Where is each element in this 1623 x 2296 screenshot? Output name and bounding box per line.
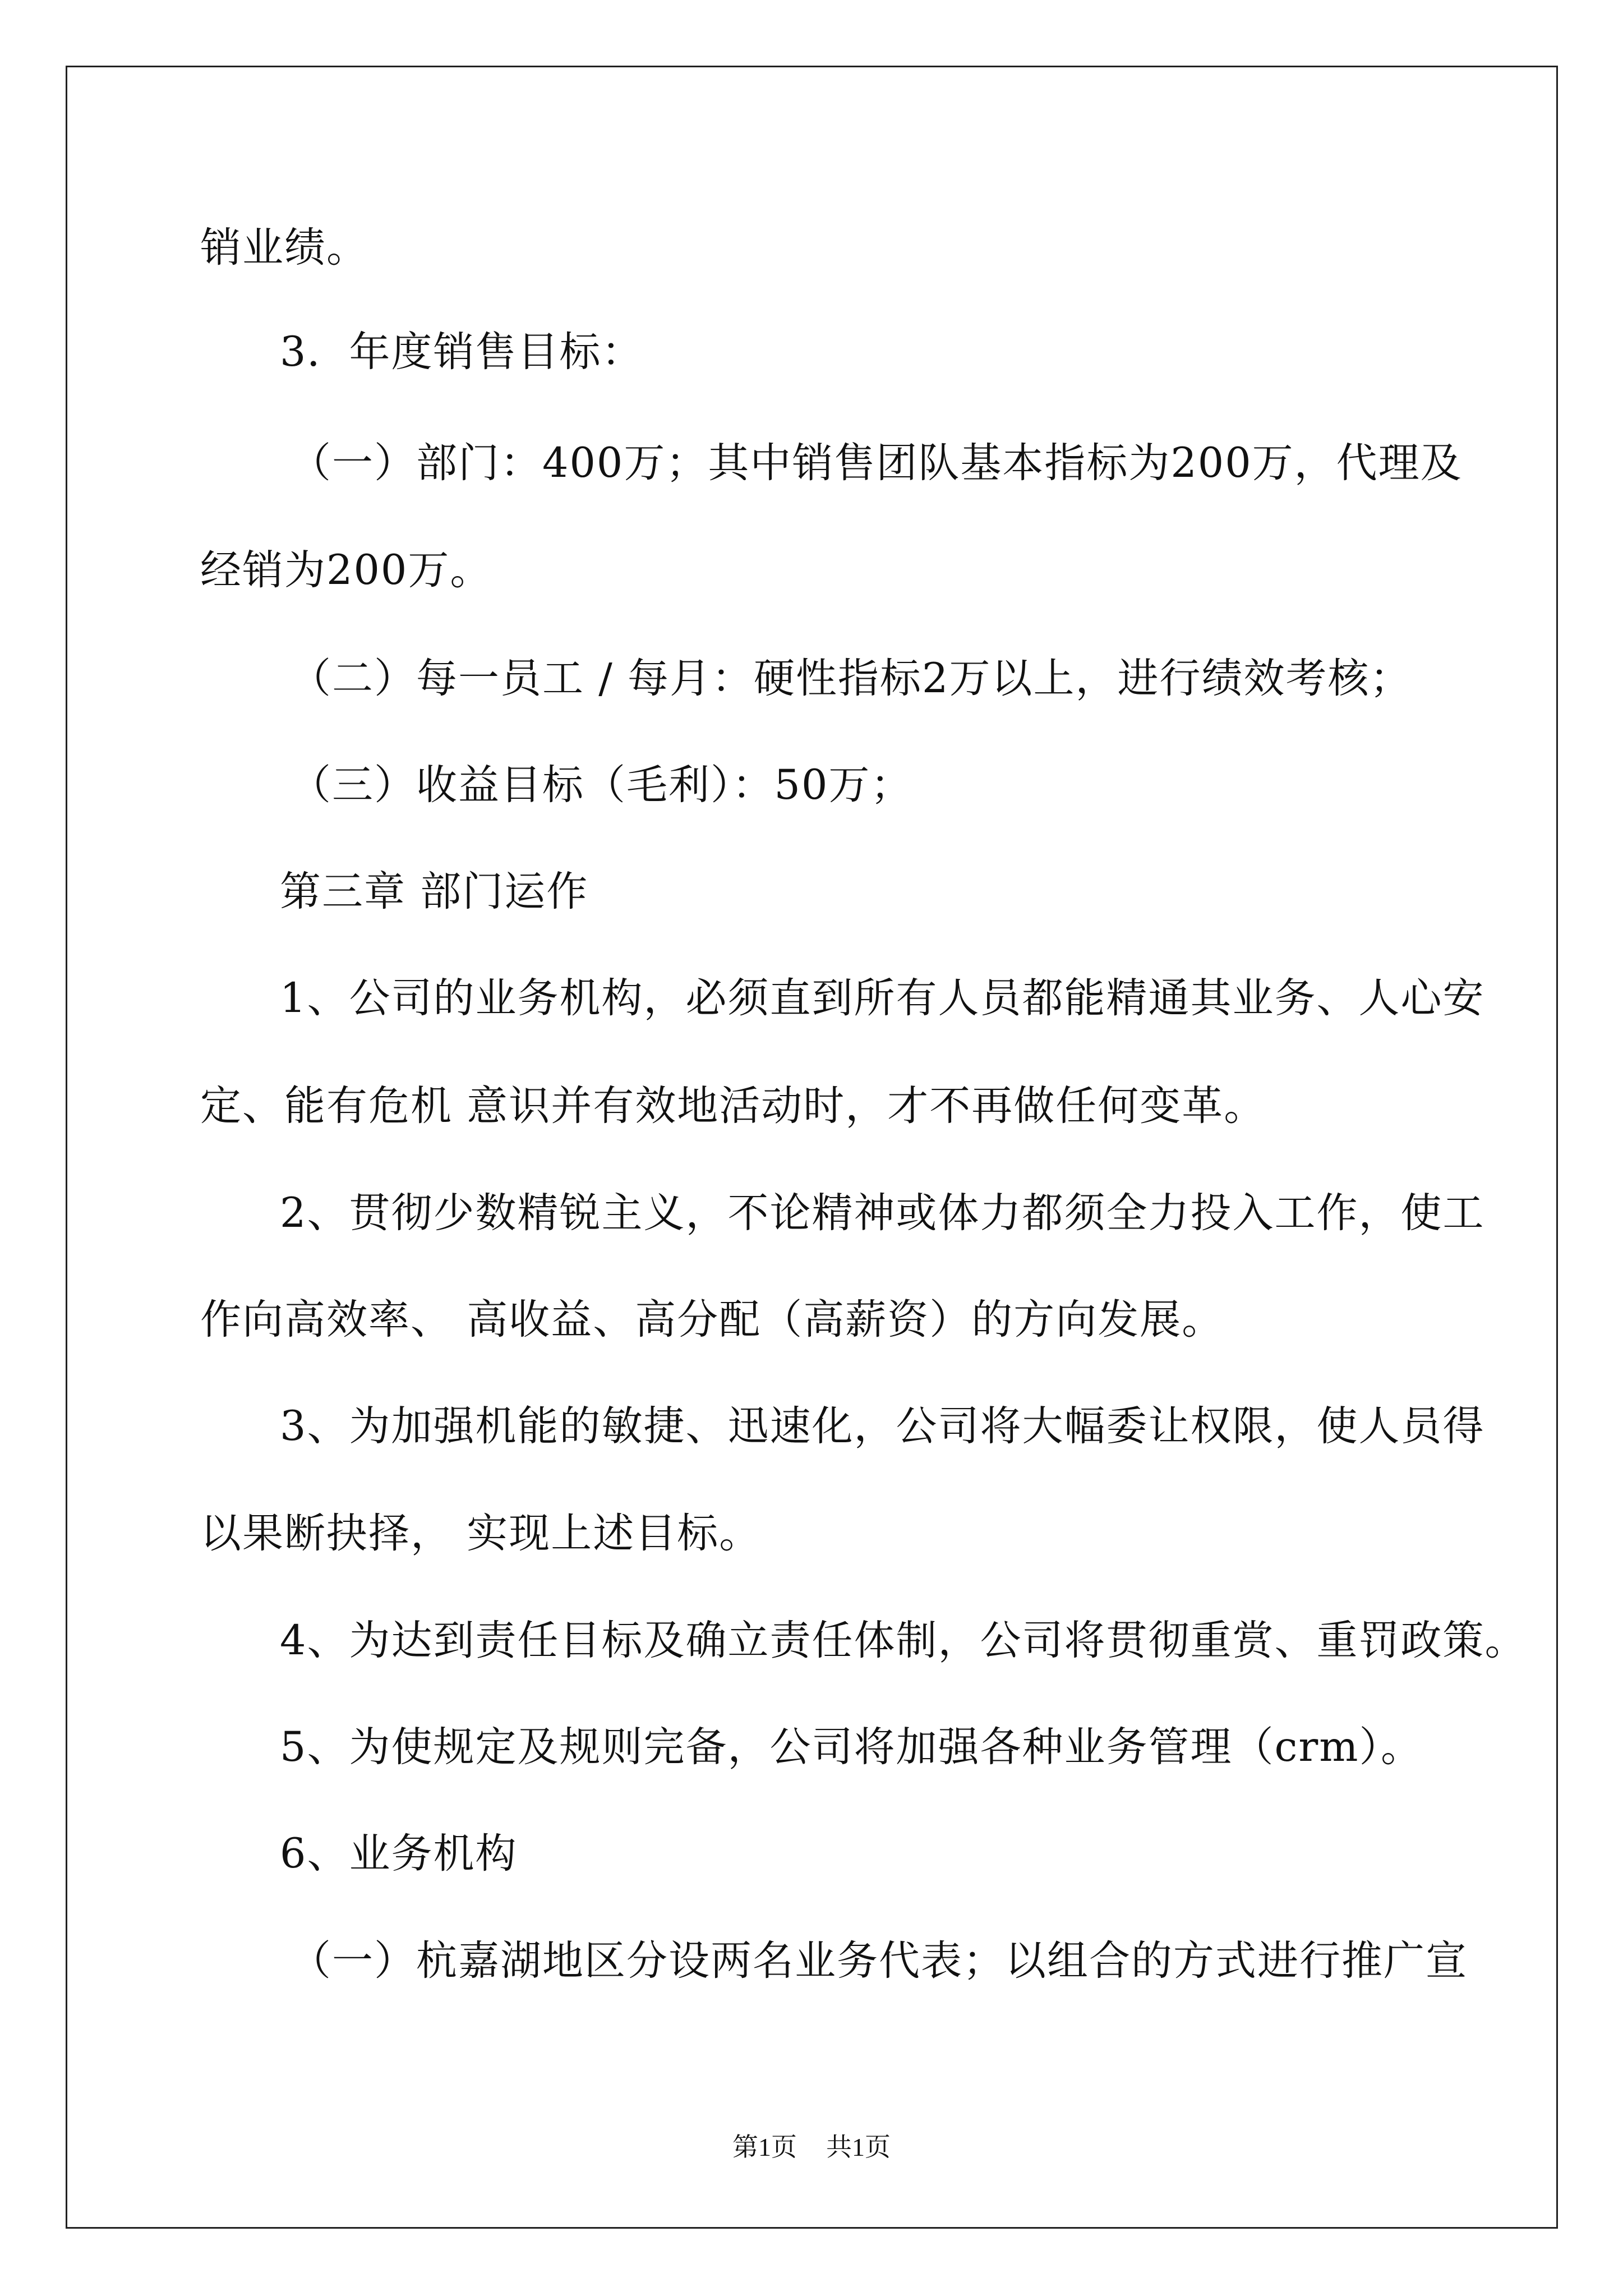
text-line: 6、业务机构 (280, 1830, 518, 1878)
section-heading: 第三章 部门运作 (280, 868, 589, 915)
page-total: 共1页 (826, 2133, 891, 2161)
text-line: 作向高效率、 高收益、高分配（高薪资）的方向发展。 (200, 1296, 1224, 1343)
text-line: 定、能有危机 意识并有效地活动时，才不再做任何变革。 (200, 1082, 1266, 1130)
text-line: 5、为使规定及规则完备，公司将加强各种业务管理（crm）。 (280, 1723, 1423, 1771)
text-line: （二）每一员工 / 每月：硬性指标2万以上，进行绩效考核； (290, 655, 1412, 702)
page-number: 第1页 (732, 2133, 797, 2161)
text-line: 以果断抉择， 实现上述目标。 (200, 1510, 762, 1557)
page-border (66, 66, 1558, 2229)
page-footer (0, 2131, 1623, 2164)
text-line: 4、为达到责任目标及确立责任体制，公司将贯彻重赏、重罚政策。 (280, 1617, 1527, 1664)
text-line: 3、为加强机能的敏捷、迅速化，公司将大幅委让权限，使人员得 (280, 1402, 1485, 1450)
text-line: （一）部门：400万；其中销售团队基本指标为200万，代理及 (290, 439, 1463, 487)
text-line: 3．年度销售目标： (280, 328, 644, 376)
text-line: （一）杭嘉湖地区分设两名业务代表；以组合的方式进行推广宣 (290, 1937, 1468, 1985)
text-line: 2、贯彻少数精锐主义，不论精神或体力都须全力投入工作，使工 (280, 1189, 1485, 1237)
text-line: （三）收益目标（毛利）：50万； (290, 761, 913, 809)
text-line: 经销为200万。 (200, 546, 492, 594)
text-line: 销业绩。 (200, 224, 368, 272)
text-line: 1、公司的业务机构，必须直到所有人员都能精通其业务、人心安 (280, 974, 1485, 1022)
